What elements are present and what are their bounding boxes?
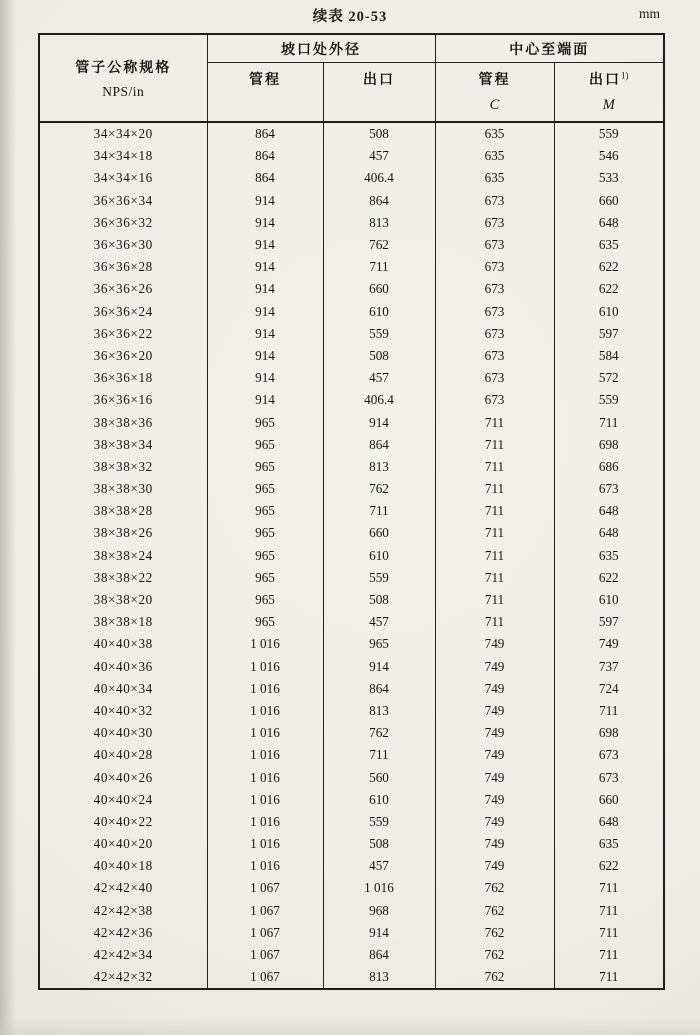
value-cell: 457 [323,367,435,389]
table-row [39,700,664,722]
value-cell: 711 [554,944,664,966]
value-cell: 1 067 [207,900,323,922]
value-cell: 635 [554,833,664,855]
table-row [39,722,664,744]
spec-cell: 40×40×36 [93,658,153,674]
value-cell: 864 [207,145,323,167]
value-cell: 660 [554,190,664,212]
table-row [39,478,664,500]
page-title: 续表 20-53 [312,9,388,25]
value-cell: 864 [323,190,435,212]
value-cell: 965 [207,500,323,522]
spec-cell: 38×38×18 [93,614,153,630]
value-cell: 597 [554,323,664,345]
page-bottom-edge-shadow [0,1017,700,1035]
value-cell: 1 016 [323,877,435,899]
value-cell: 813 [323,700,435,722]
spec-cell: 38×38×26 [93,525,153,541]
value-cell: 711 [435,589,554,611]
spec-cell: 38×38×36 [93,414,153,430]
value-cell: 686 [554,456,664,478]
spec-cell: 42×42×40 [93,880,153,896]
value-cell: 673 [554,766,664,788]
spec-cell: 36×36×26 [93,281,153,297]
value-cell: 457 [323,611,435,633]
value-cell: 711 [554,900,664,922]
value-cell: 914 [207,278,323,300]
table-row [39,877,664,899]
value-cell: 762 [323,722,435,744]
value-cell: 711 [435,434,554,456]
value-cell: 610 [323,789,435,811]
table-row [39,234,664,256]
value-cell: 749 [435,722,554,744]
spec-cell: 40×40×28 [93,747,153,763]
value-cell: 673 [435,301,554,323]
value-cell: 635 [554,545,664,567]
spec-cell: 36×36×18 [93,370,153,386]
column-header-spec [39,34,207,122]
value-cell: 457 [323,855,435,877]
value-cell: 749 [435,633,554,655]
value-cell: 965 [207,411,323,433]
value-cell: 749 [435,833,554,855]
spec-cell: 42×42×36 [93,924,153,940]
value-cell: 508 [323,345,435,367]
subheader-label: 出口 [363,73,395,88]
value-cell: 864 [323,434,435,456]
value-cell: 559 [323,567,435,589]
value-cell: 749 [435,700,554,722]
value-cell: 711 [435,611,554,633]
value-cell: 914 [207,234,323,256]
value-cell: 559 [323,811,435,833]
value-cell: 965 [207,478,323,500]
spec-cell: 40×40×38 [93,636,153,652]
table-row [39,456,664,478]
value-cell: 711 [323,500,435,522]
value-cell: 762 [435,966,554,989]
value-cell: 737 [554,656,664,678]
value-cell: 914 [323,922,435,944]
value-cell: 749 [554,633,664,655]
value-cell: 673 [435,190,554,212]
title-row [0,5,700,26]
spec-cell: 40×40×34 [93,680,153,696]
value-cell: 724 [554,678,664,700]
value-cell: 559 [323,323,435,345]
value-cell: 813 [323,456,435,478]
value-cell: 622 [554,855,664,877]
value-cell: 698 [554,722,664,744]
spec-cell: 40×40×26 [93,769,153,785]
value-cell: 749 [435,678,554,700]
spec-cell: 36×36×16 [93,392,153,408]
value-cell: 698 [554,434,664,456]
value-cell: 673 [435,367,554,389]
table-row [39,301,664,323]
value-cell: 559 [554,389,664,411]
value-cell: 965 [207,545,323,567]
value-cell: 673 [435,345,554,367]
value-cell: 1 067 [207,944,323,966]
spec-cell: 40×40×18 [93,858,153,874]
value-cell: 635 [435,145,554,167]
footnote-marker: 1) [621,70,629,81]
value-cell: 749 [435,744,554,766]
column-group-bevel-od: 坡口处外径 [207,34,435,63]
spec-cell: 34×34×18 [93,148,153,164]
table-row [39,789,664,811]
header-group-row [39,34,664,63]
table-body [39,122,664,989]
spec-cell: 40×40×30 [93,725,153,741]
value-cell: 673 [554,744,664,766]
value-cell: 762 [435,900,554,922]
value-cell: 711 [323,256,435,278]
value-cell: 914 [207,212,323,234]
table-row [39,434,664,456]
page-left-edge-shadow [0,0,16,1035]
table-row [39,611,664,633]
value-cell: 584 [554,345,664,367]
value-cell: 560 [323,766,435,788]
value-cell: 965 [323,633,435,655]
table-row [39,145,664,167]
value-cell: 711 [323,744,435,766]
spec-cell: 36×36×34 [93,192,153,208]
value-cell: 711 [554,922,664,944]
table-row [39,766,664,788]
value-cell: 1 016 [207,656,323,678]
table-row [39,900,664,922]
table-row [39,545,664,567]
value-cell: 749 [435,656,554,678]
spec-cell: 42×42×32 [93,969,153,985]
spec-header-line1: 管子公称规格 [75,60,172,76]
value-cell: 711 [554,411,664,433]
value-cell: 546 [554,145,664,167]
value-cell: 711 [435,456,554,478]
value-cell: 508 [323,122,435,145]
value-cell: 914 [207,301,323,323]
spec-cell: 40×40×32 [93,702,153,718]
value-cell: 406.4 [323,389,435,411]
value-cell: 864 [207,167,323,189]
value-cell: 610 [323,545,435,567]
subheader-symbol [208,97,323,114]
spec-cell: 40×40×22 [93,813,153,829]
table-row [39,966,664,989]
table-row [39,167,664,189]
value-cell: 1 016 [207,700,323,722]
value-cell: 508 [323,833,435,855]
spec-cell: 38×38×30 [93,481,153,497]
table-row [39,278,664,300]
value-cell: 457 [323,145,435,167]
value-cell: 762 [323,478,435,500]
value-cell: 1 067 [207,966,323,989]
value-cell: 711 [435,522,554,544]
value-cell: 965 [207,456,323,478]
table-row [39,323,664,345]
spec-cell: 42×42×38 [93,902,153,918]
table-row [39,122,664,145]
value-cell: 635 [554,234,664,256]
spec-cell: 34×34×20 [93,126,153,142]
table-row [39,212,664,234]
spec-cell: 38×38×32 [93,458,153,474]
value-cell: 660 [323,278,435,300]
value-cell: 711 [435,411,554,433]
spec-cell: 36×36×30 [93,237,153,253]
value-cell: 660 [554,789,664,811]
value-cell: 1 016 [207,833,323,855]
value-cell: 1 016 [207,722,323,744]
value-cell: 762 [435,877,554,899]
table-row [39,567,664,589]
spec-cell: 38×38×24 [93,547,153,563]
value-cell: 635 [435,167,554,189]
value-cell: 1 067 [207,922,323,944]
value-cell: 622 [554,567,664,589]
value-cell: 711 [435,567,554,589]
spec-cell: 36×36×22 [93,325,153,341]
value-cell: 813 [323,966,435,989]
subheader-label: 管程 [249,73,281,88]
value-cell: 572 [554,367,664,389]
value-cell: 813 [323,212,435,234]
subheader-symbol: M [602,97,615,113]
table-row [39,256,664,278]
spec-cell: 36×36×28 [93,259,153,275]
value-cell: 597 [554,611,664,633]
value-cell: 1 016 [207,811,323,833]
spec-cell: 40×40×20 [93,836,153,852]
value-cell: 406.4 [323,167,435,189]
spec-cell: 38×38×20 [93,592,153,608]
value-cell: 673 [435,389,554,411]
column-header-run-c [435,63,554,123]
unit-label: mm [638,6,660,21]
value-cell: 673 [435,234,554,256]
table-row [39,855,664,877]
value-cell: 1 016 [207,744,323,766]
subheader-symbol [324,97,435,114]
value-cell: 610 [554,589,664,611]
spec-cell: 36×36×20 [93,347,153,363]
value-cell: 1 067 [207,877,323,899]
value-cell: 965 [207,567,323,589]
value-cell: 648 [554,811,664,833]
value-cell: 965 [207,589,323,611]
column-header-outlet-od [323,63,435,123]
value-cell: 711 [435,478,554,500]
value-cell: 673 [435,256,554,278]
spec-cell: 38×38×34 [93,436,153,452]
table-row [39,811,664,833]
value-cell: 914 [207,323,323,345]
subheader-label: 出口 [589,73,621,88]
spec-cell: 38×38×22 [93,569,153,585]
value-cell: 711 [554,700,664,722]
table-row [39,833,664,855]
column-header-outlet-m [554,63,664,123]
table-row [39,500,664,522]
value-cell: 1 016 [207,766,323,788]
value-cell: 762 [323,234,435,256]
spec-cell: 38×38×28 [93,503,153,519]
value-cell: 864 [323,678,435,700]
table-header [39,34,664,122]
value-cell: 648 [554,212,664,234]
value-cell: 711 [435,500,554,522]
value-cell: 622 [554,256,664,278]
value-cell: 648 [554,522,664,544]
table-row [39,522,664,544]
value-cell: 1 016 [207,855,323,877]
table-row [39,944,664,966]
spec-cell: 36×36×24 [93,303,153,319]
value-cell: 1 016 [207,633,323,655]
value-cell: 914 [207,389,323,411]
value-cell: 749 [435,811,554,833]
value-cell: 610 [323,301,435,323]
subheader-symbol: C [489,97,500,113]
table-row [39,411,664,433]
value-cell: 1 016 [207,678,323,700]
column-header-run-od [207,63,323,123]
value-cell: 914 [323,411,435,433]
value-cell: 914 [207,190,323,212]
table-row [39,922,664,944]
spec-header-line2: NPS/in [102,83,145,99]
value-cell: 914 [207,367,323,389]
value-cell: 648 [554,500,664,522]
table-row [39,589,664,611]
table-row [39,190,664,212]
subheader-label: 管程 [478,73,511,88]
value-cell: 673 [554,478,664,500]
spec-cell: 40×40×24 [93,791,153,807]
value-cell: 635 [435,122,554,145]
value-cell: 965 [207,611,323,633]
value-cell: 673 [435,323,554,345]
value-cell: 711 [554,966,664,989]
column-group-center-to-end: 中心至端面 [435,34,664,63]
table-row [39,678,664,700]
value-cell: 749 [435,789,554,811]
value-cell: 864 [323,944,435,966]
table-row [39,367,664,389]
value-cell: 762 [435,944,554,966]
value-cell: 673 [435,212,554,234]
value-cell: 749 [435,766,554,788]
value-cell: 965 [207,522,323,544]
table-row [39,389,664,411]
value-cell: 533 [554,167,664,189]
value-cell: 660 [323,522,435,544]
value-cell: 711 [554,877,664,899]
spec-cell: 34×34×16 [93,170,153,186]
value-cell: 762 [435,922,554,944]
value-cell: 622 [554,278,664,300]
value-cell: 968 [323,900,435,922]
value-cell: 914 [207,256,323,278]
dimension-table [38,33,665,990]
table-row [39,744,664,766]
value-cell: 749 [435,855,554,877]
value-cell: 914 [207,345,323,367]
table-row [39,656,664,678]
spec-cell: 36×36×32 [93,214,153,230]
table-row [39,633,664,655]
value-cell: 1 016 [207,789,323,811]
value-cell: 914 [323,656,435,678]
value-cell: 965 [207,434,323,456]
spec-cell: 42×42×34 [93,947,153,963]
value-cell: 610 [554,301,664,323]
value-cell: 508 [323,589,435,611]
value-cell: 864 [207,122,323,145]
table-row [39,345,664,367]
value-cell: 559 [554,122,664,145]
value-cell: 711 [435,545,554,567]
value-cell: 673 [435,278,554,300]
